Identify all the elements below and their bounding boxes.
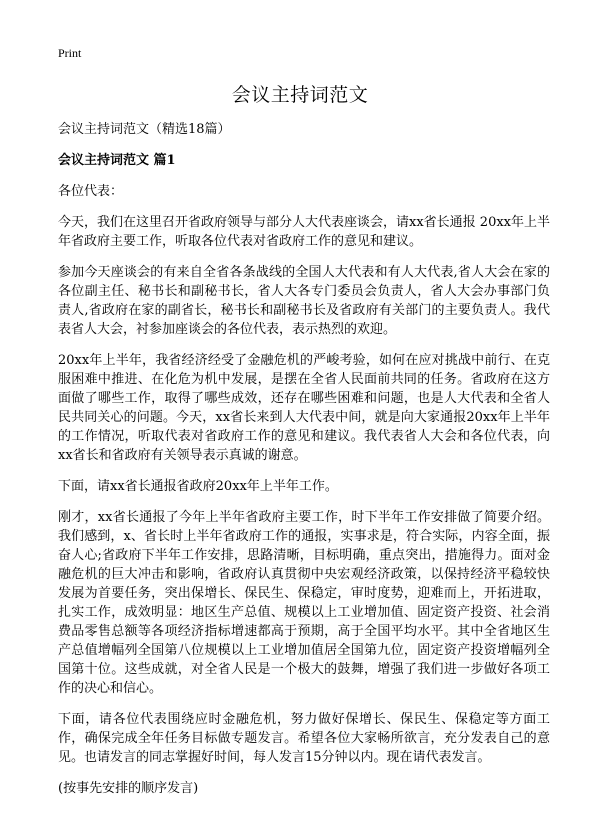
document-body xyxy=(58,120,550,810)
document-subtitle: 会议主持词范文（精选18篇） xyxy=(58,122,231,137)
paragraph-attendees: 参加今天座谈会的有来自全省各条战线的全国人大代表和有人大代表,省人大会在家的各位副主任、秘书长和副秘书长，省人大各专门委员会负责人，省人大会办事部门负责人,省政府在家的副省长，秘书长和副秘书长及省政府有关部门的主要负责人。我代表省人大会，衬参加座谈会的各位代表，表示热烈的欢迎。 xyxy=(58,265,550,337)
salutation: 各位代表： xyxy=(58,184,124,199)
paragraph-note: (按事先安排的顺序发言) xyxy=(58,781,199,796)
paragraph-economy: 20xx年上半年，我省经济经受了金融危机的严峻考验，如何在应对挑战中前行、在克服困难中推进、在化危为机中发展，是摆在全省人民面前共同的任务。省政府在这方面做了哪些工作，取得了哪些成效，还存在哪些困难和问题，也是人大代表和全省人民共同关心的问题。今天，xx省长来到人大代表中间，就是向大家通报20xx年上半年的工作情况，听取代表对省政府工作的意见和建议。我代表省人大会和各位代表，向xx省长和省政府有关领导表示真诚的谢意。 xyxy=(58,353,550,463)
paragraph-report-intro: 下面，请xx省长通报省政府20xx年上半年工作。 xyxy=(58,479,338,494)
print-label: Print xyxy=(58,46,82,60)
document-title: 会议主持词范文 xyxy=(231,84,369,106)
paragraph-discussion: 下面，请各位代表围绕应时金融危机，努力做好保增长、保民生、保稳定等方面工作，确保完成全年任务目标做专题发言。希望各位大家畅所欲言，充分发表自己的意见。也请发言的同志掌握好时间，每人发言15分钟以内。现在请代表发言。 xyxy=(58,712,550,765)
section-heading: 会议主持词范文 篇1 xyxy=(58,153,176,168)
paragraph-summary: 刚才，xx省长通报了今年上半年省政府主要工作，时下半年工作安排做了简要介绍。我们感到，x、省长时上半年省政府工作的通报，实事求是，符合实际，内容全面，振奋人心;省政府下半年工作安排，思路清晰，目标明确，重点突出，措施得力。面对金融危机的巨大冲击和影响，省政府认真贯彻中央宏观经济政策，以保持经济平稳较快发展为首要任务，突出保增长、保民生、保稳定，审时度势，迎难而上，开拓进取，扎实工作，成效明显：地区生产总值、规模以上工业增加值、固定资产投资、社会消费品零售总额等各项经济指标增速都高于预期，高于全国平均水平。其中全省地区生产总值增幅列全国第八位规模以上工业增加值居全国第九位，固定资产投资增幅列全国第十位。这些成就，对全省人民是一个极大的鼓舞，增强了我们进一步做好各项工作的决心和信心。 xyxy=(58,510,550,696)
paragraph-opening: 今天，我们在这里召开省政府领导与部分人大代表座谈会，请xx省长通报 20xx年上半年省政府主要工作，听取各位代表对省政府工作的意见和建议。 xyxy=(58,215,551,249)
